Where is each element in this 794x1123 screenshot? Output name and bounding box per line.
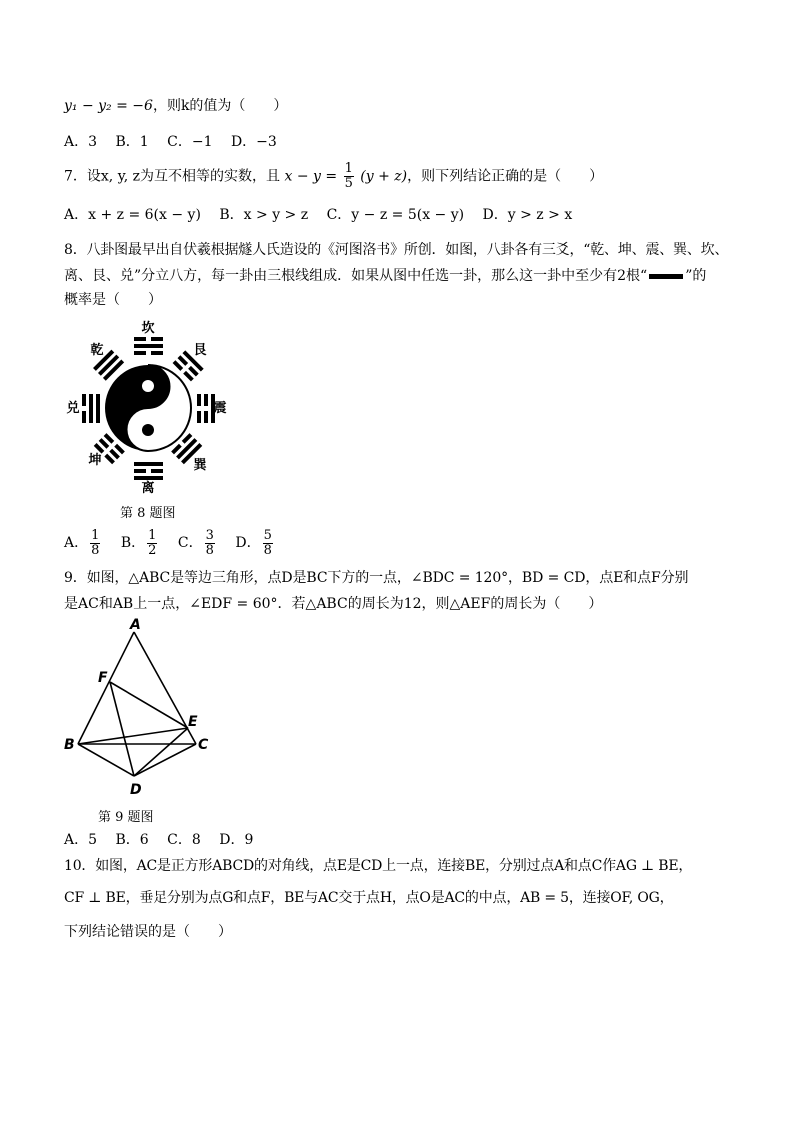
q8-option-d-den: 8 bbox=[263, 542, 272, 558]
label-kun: 坤 bbox=[88, 453, 102, 468]
point-c-label: C bbox=[198, 737, 209, 753]
q8-line2-a: 离、艮、兑”分立八方，每一卦由三根线组成．如果从图中任选一卦，那么这一卦中至少有2根“ bbox=[64, 268, 648, 284]
q8-option-a-den: 8 bbox=[91, 542, 100, 558]
q8-option-a-frac bbox=[90, 529, 100, 558]
label-qian: 乾 bbox=[90, 343, 104, 358]
q7-option-d[interactable]: D．y > z > x bbox=[482, 207, 573, 223]
q6-options bbox=[64, 132, 291, 152]
q8-option-c-num: 3 bbox=[205, 527, 214, 543]
q8-option-a-letter: A． bbox=[64, 535, 89, 551]
q9-option-c[interactable]: C．8 bbox=[167, 832, 201, 848]
q8-line2 bbox=[64, 266, 706, 286]
triangle-figure bbox=[58, 616, 218, 806]
q7-expr-a: x − y = bbox=[284, 168, 338, 185]
q6-stem-text: ，则k的值为（ ） bbox=[152, 98, 288, 114]
q9-line1: 9．如图，△ABC是等边三角形，点D是BC下方的一点，∠BDC = 120°，BD = CD，点E和点F分别 bbox=[64, 570, 689, 586]
label-li: 离 bbox=[141, 481, 155, 496]
q8-option-b-num: 1 bbox=[148, 527, 157, 543]
q8-option-c-den: 8 bbox=[205, 542, 214, 558]
q7-stem bbox=[64, 162, 603, 191]
point-d-label: D bbox=[130, 782, 142, 798]
q7-prefix: 7．设x, y, z为互不相等的实数，且 bbox=[64, 168, 281, 185]
point-e-label: E bbox=[188, 714, 198, 730]
q7-frac-num: 1 bbox=[344, 161, 353, 176]
label-gen: 艮 bbox=[193, 343, 207, 358]
q8-option-c[interactable] bbox=[178, 524, 217, 562]
q7-option-b[interactable]: B．x > y > z bbox=[219, 207, 309, 223]
q7-fraction bbox=[344, 162, 354, 191]
q6-option-a[interactable]: A．3 bbox=[64, 134, 98, 150]
label-xun: 巽 bbox=[193, 458, 207, 473]
trigram-dui bbox=[82, 394, 100, 423]
q8-line2-b: ”的 bbox=[685, 268, 707, 284]
q9-options bbox=[64, 830, 267, 850]
q8-option-b-letter: B． bbox=[120, 535, 146, 551]
q9-option-b[interactable]: B．6 bbox=[115, 832, 149, 848]
label-dui: 兑 bbox=[66, 401, 80, 416]
q8-option-a-num: 1 bbox=[91, 527, 100, 543]
label-kan: 坎 bbox=[141, 321, 155, 336]
q8-option-d-letter: D． bbox=[235, 535, 261, 551]
q7-option-a[interactable]: A．x + z = 6(x − y) bbox=[64, 207, 201, 223]
q9-caption: 第 9 题图 bbox=[98, 810, 154, 825]
trigram-kan bbox=[134, 337, 163, 355]
point-b-label: B bbox=[64, 737, 75, 753]
q7-option-c[interactable]: C．y − z = 5(x − y) bbox=[326, 207, 465, 223]
segment-ab bbox=[78, 632, 134, 744]
q9-option-a[interactable]: A．5 bbox=[64, 832, 98, 848]
q8-option-a[interactable] bbox=[64, 524, 102, 562]
q7-frac-den: 5 bbox=[344, 176, 353, 191]
q8-option-c-letter: C． bbox=[177, 535, 203, 551]
point-f-label: F bbox=[98, 670, 108, 686]
q10-line1: 10．如图，AC是正方形ABCD的对角线，点E是CD上一点，连接BE，分别过点A和点C作AG ⊥ BE， bbox=[64, 858, 693, 874]
point-a-label: A bbox=[130, 617, 141, 633]
taiji-symbol bbox=[105, 365, 191, 451]
q8-caption: 第 8 题图 bbox=[120, 506, 176, 521]
q8-line1: 8．八卦图最早出自伏羲根据燧人氏造设的《河图洛书》所创．如图，八卦各有三爻，“乾、坤、震、巽、坎、 bbox=[64, 242, 729, 258]
q10-line3: 下列结论错误的是（ ） bbox=[64, 924, 232, 940]
trigram-zhen bbox=[197, 394, 215, 423]
q6-option-d[interactable]: D．−3 bbox=[230, 134, 277, 150]
q8-line3: 概率是（ ） bbox=[64, 292, 162, 308]
q6-option-b[interactable]: B．1 bbox=[115, 134, 149, 150]
q8-option-b-den: 2 bbox=[148, 542, 157, 558]
trigram-li bbox=[134, 462, 163, 480]
q7-expr-b: (y + z) bbox=[360, 168, 408, 185]
q6-stem bbox=[64, 96, 287, 116]
q8-option-b-frac bbox=[147, 529, 157, 558]
q6-expression: y₁ − y₂ = −6 bbox=[64, 98, 153, 114]
q8-option-d[interactable] bbox=[235, 524, 275, 562]
q9-option-d[interactable]: D．9 bbox=[219, 832, 254, 848]
label-zhen: 震 bbox=[213, 401, 227, 416]
q10-line2: CF ⊥ BE，垂足分别为点G和点F，BE与AC交于点H，点O是AC的中点，AB = 5，连接OF, OG， bbox=[64, 890, 674, 906]
segment-fd bbox=[110, 682, 134, 776]
q8-options bbox=[64, 524, 289, 562]
q8-option-b[interactable] bbox=[121, 524, 160, 562]
q7-options bbox=[64, 205, 586, 225]
q8-option-d-frac bbox=[263, 529, 273, 558]
bagua-figure bbox=[60, 316, 240, 496]
q8-option-c-frac bbox=[205, 529, 215, 558]
segment-fe bbox=[110, 682, 188, 728]
q7-suffix: ，则下列结论正确的是（ ） bbox=[407, 168, 604, 185]
q9-line2: 是AC和AB上一点，∠EDF = 60°．若△ABC的周长为12，则△AEF的周长为（ ） bbox=[64, 596, 603, 612]
q6-option-c[interactable]: C．−1 bbox=[167, 134, 213, 150]
segment-bd bbox=[78, 744, 134, 776]
yang-line-icon bbox=[649, 274, 683, 279]
q8-option-d-num: 5 bbox=[263, 527, 272, 543]
